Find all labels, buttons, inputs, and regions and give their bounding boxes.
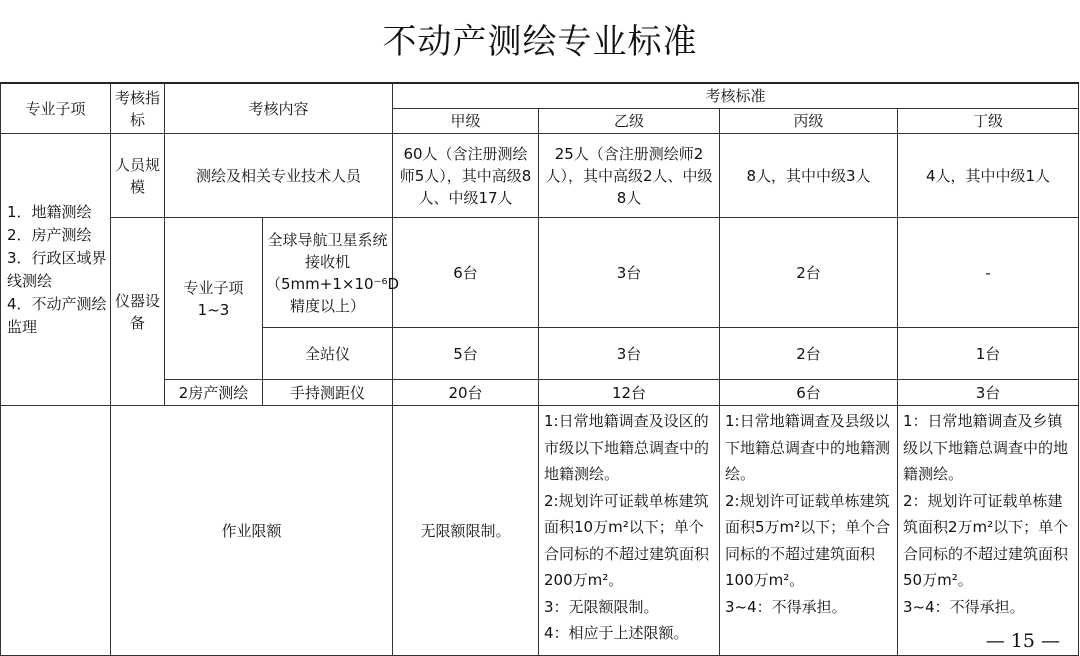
limit-grade-c-line-3: 3~4：不得承担。 [725, 597, 847, 616]
limit-label: 作业限额 [111, 406, 393, 656]
total-station-grade-d: 1台 [898, 328, 1079, 380]
grade-c-header: 丙级 [720, 109, 898, 134]
limit-grade-b-line-1: 1:日常地籍调查及设区的市级以下地籍总调查中的地籍测绘。 [544, 412, 710, 483]
limit-grade-d [898, 406, 1079, 656]
limit-grade-b-line-4: 4：相应于上述限额。 [544, 624, 689, 642]
limit-grade-c [720, 406, 898, 656]
rangefinder-name: 手持测距仪 [263, 380, 393, 406]
total-station-grade-a: 5台 [393, 328, 539, 380]
personnel-content: 测绘及相关专业技术人员 [165, 134, 393, 218]
personnel-grade-b: 25人（含注册测绘师2人），其中高级2人、中级8人 [539, 134, 720, 218]
rangefinder-grade-b: 12台 [539, 380, 720, 406]
grade-d-header: 丁级 [898, 109, 1079, 134]
standards-table [0, 82, 1079, 656]
limit-grade-b-line-2: 2:规划许可证载单栋建筑面积10万m²以下；单个合同标的不超过建筑面积200万m²。 [544, 491, 710, 589]
personnel-grade-d: 4人，其中中级1人 [898, 134, 1079, 218]
limit-grade-a: 无限额限制。 [393, 406, 539, 656]
personnel-grade-c: 8人，其中中级3人 [720, 134, 898, 218]
header-standard: 考核标准 [393, 83, 1079, 109]
item-2: 2．房产测绘 [7, 225, 92, 244]
limit-blank [1, 406, 111, 656]
limit-grade-c-line-2: 2:规划许可证载单栋建筑面积5万m²以下；单个合同标的不超过建筑面积100万m²。 [725, 491, 891, 589]
page-title: 不动产测绘专业标准 [382, 22, 698, 62]
gnss-grade-b: 3台 [539, 218, 720, 328]
total-station-grade-c: 2台 [720, 328, 898, 380]
personnel-grade-a: 60人（含注册测绘师5人），其中高级8人、中级17人 [393, 134, 539, 218]
limit-grade-b [539, 406, 720, 656]
limit-grade-b-line-3: 3：无限额限制。 [544, 597, 659, 616]
total-station-grade-b: 3台 [539, 328, 720, 380]
limit-grade-d-line-3: 3~4：不得承担。 [903, 597, 1025, 616]
header-content: 考核内容 [165, 83, 393, 134]
personnel-indicator: 人员规模 [111, 134, 165, 218]
gnss-receiver-name: 全球导航卫星系统接收机（5mm+1×10⁻⁶D精度以上） [263, 218, 393, 328]
item-4: 4．不动产测绘监理 [7, 294, 107, 336]
item-list [1, 134, 111, 406]
limit-grade-d-line-1: 1：日常地籍调查及乡镇级以下地籍总调查中的地籍测绘。 [903, 412, 1069, 483]
rangefinder-grade-c: 6台 [720, 380, 898, 406]
rangefinder-grade-a: 20台 [393, 380, 539, 406]
item-1: 1．地籍测绘 [7, 202, 92, 221]
header-indicator: 考核指标 [111, 83, 165, 134]
total-station-name: 全站仪 [263, 328, 393, 380]
page-number: — 15 — [985, 630, 1060, 652]
header-item: 专业子项 [1, 83, 111, 134]
limit-grade-d-line-2: 2：规划许可证载单栋建筑面积2万m²以下；单个合同标的不超过建筑面积50万m²。 [903, 491, 1069, 589]
gnss-grade-d: - [898, 218, 1079, 328]
item-3: 3．行政区域界线测绘 [7, 248, 107, 290]
gnss-grade-a: 6台 [393, 218, 539, 328]
limit-grade-c-line-1: 1:日常地籍调查及县级以下地籍总调查中的地籍测绘。 [725, 412, 891, 483]
house-survey-sub-item: 2房产测绘 [165, 380, 263, 406]
grade-b-header: 乙级 [539, 109, 720, 134]
equipment-sub-item: 专业子项 1~3 [165, 218, 263, 380]
rangefinder-grade-d: 3台 [898, 380, 1079, 406]
equipment-indicator: 仪器设备 [111, 218, 165, 406]
gnss-grade-c: 2台 [720, 218, 898, 328]
grade-a-header: 甲级 [393, 109, 539, 134]
